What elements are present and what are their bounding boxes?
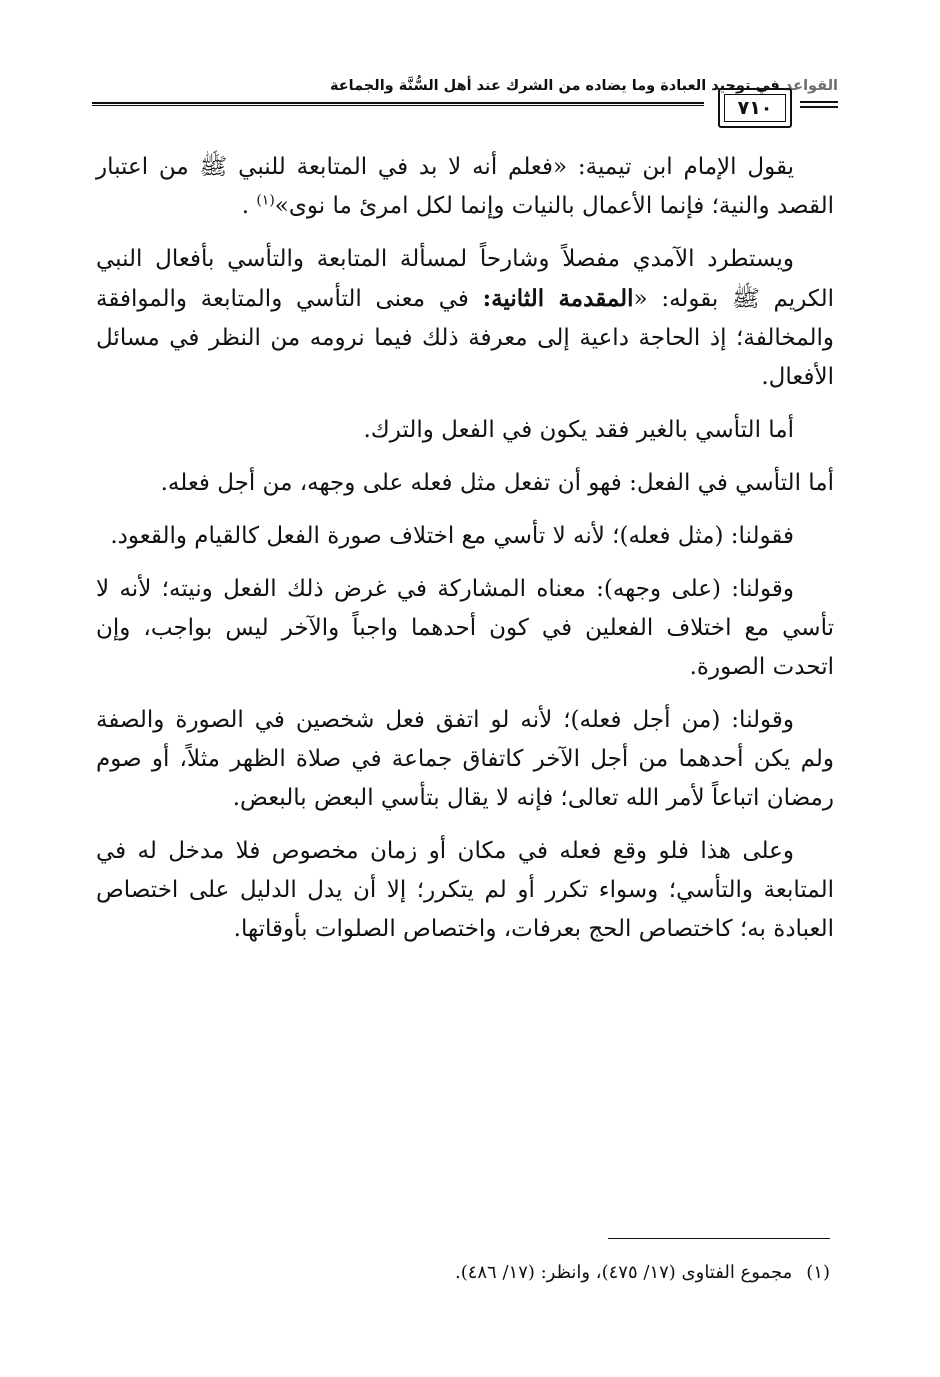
footnote-text: مجموع الفتاوى (١٧/ ٤٧٥)، وانظر: (١٧/ ٤٨٦).	[454, 1262, 793, 1283]
footnote-number: (١)	[806, 1262, 830, 1283]
footnote-separator	[608, 1238, 830, 1239]
header-rule	[92, 102, 704, 106]
running-title-text: في توحيد العبادة وما يضاده من الشرك عند أهل السُّنَّة والجماعة	[329, 78, 785, 94]
footnote-reference: (١)	[256, 192, 275, 209]
running-title-accent: القواعد	[784, 78, 838, 94]
paragraph-6: وقولنا: (على وجهه): معناه المشاركة في غرض ذلك الفعل ونيته؛ لأنه لا تأسي مع اختلاف الفعلين في كون أحدهما واجباً والآخر ليس بواجب، وإن اتحدت الصورة.	[96, 576, 834, 680]
footnotes	[300, 1258, 830, 1288]
paragraph-4: أما التأسي في الفعل: فهو أن تفعل مثل فعله على وجهه، من أجل فعله.	[160, 470, 834, 496]
paragraph-text: يقول الإمام ابن تيمية: «فعلم أنه لا بد في المتابعة للنبي ﷺ من اعتبار القصد والنية؛ فإنما الأعمال بالنيات وإنما لكل امرئ ما نوى»	[96, 154, 834, 219]
paragraph-8: وعلى هذا فلو وقع فعله في مكان أو زمان مخصوص فلا مدخل له في المتابعة والتأسي؛ وسواء تكرر أو لم يتكرر؛ إلا أن يدل الدليل على اختصاص العبادة به؛ كاختصاص الحج بعرفات، واختصاص الصلوات بأوقاتها.	[96, 838, 834, 942]
header-ornament-bar	[800, 101, 838, 108]
footnote-1	[300, 1258, 830, 1288]
page-header	[92, 74, 838, 134]
paragraph-7: وقولنا: (من أجل فعله)؛ لأنه لو اتفق فعل شخصين في الصورة والصفة ولم يكن أحدهما من أجل الآخر كاتفاق جماعة في صلاة الظهر مثلاً، أو صوم رمضان اتباعاً لأمر الله تعالى؛ فإنه لا يقال بتأسي البعض بالبعض.	[96, 707, 834, 811]
paragraph-text-continued: في معنى التأسي والمتابعة والموافقة والمخالفة؛ إذ الحاجة داعية إلى معرفة ذلك فيما نرومه من النظر في مسائل الأفعال.	[96, 286, 834, 390]
paragraph-3: أما التأسي بالغير فقد يكون في الفعل والترك.	[363, 417, 794, 443]
paragraph-tail: .	[241, 193, 257, 219]
page-number: ٧١٠	[724, 94, 786, 122]
paragraph-text: ويستطرد الآمدي مفصلاً وشارحاً لمسألة المتابعة والتأسي بأفعال النبي الكريم ﷺ بقوله: «	[96, 246, 834, 312]
page-number-frame	[718, 88, 792, 128]
paragraph-5: فقولنا: (مثل فعله)؛ لأنه لا تأسي مع اختلاف صورة الفعل كالقيام والقعود.	[110, 523, 794, 549]
bold-heading-inline: المقدمة الثانية:	[482, 285, 634, 312]
main-text	[96, 148, 834, 963]
paragraph-1	[96, 148, 834, 226]
paragraph-2	[96, 240, 834, 397]
